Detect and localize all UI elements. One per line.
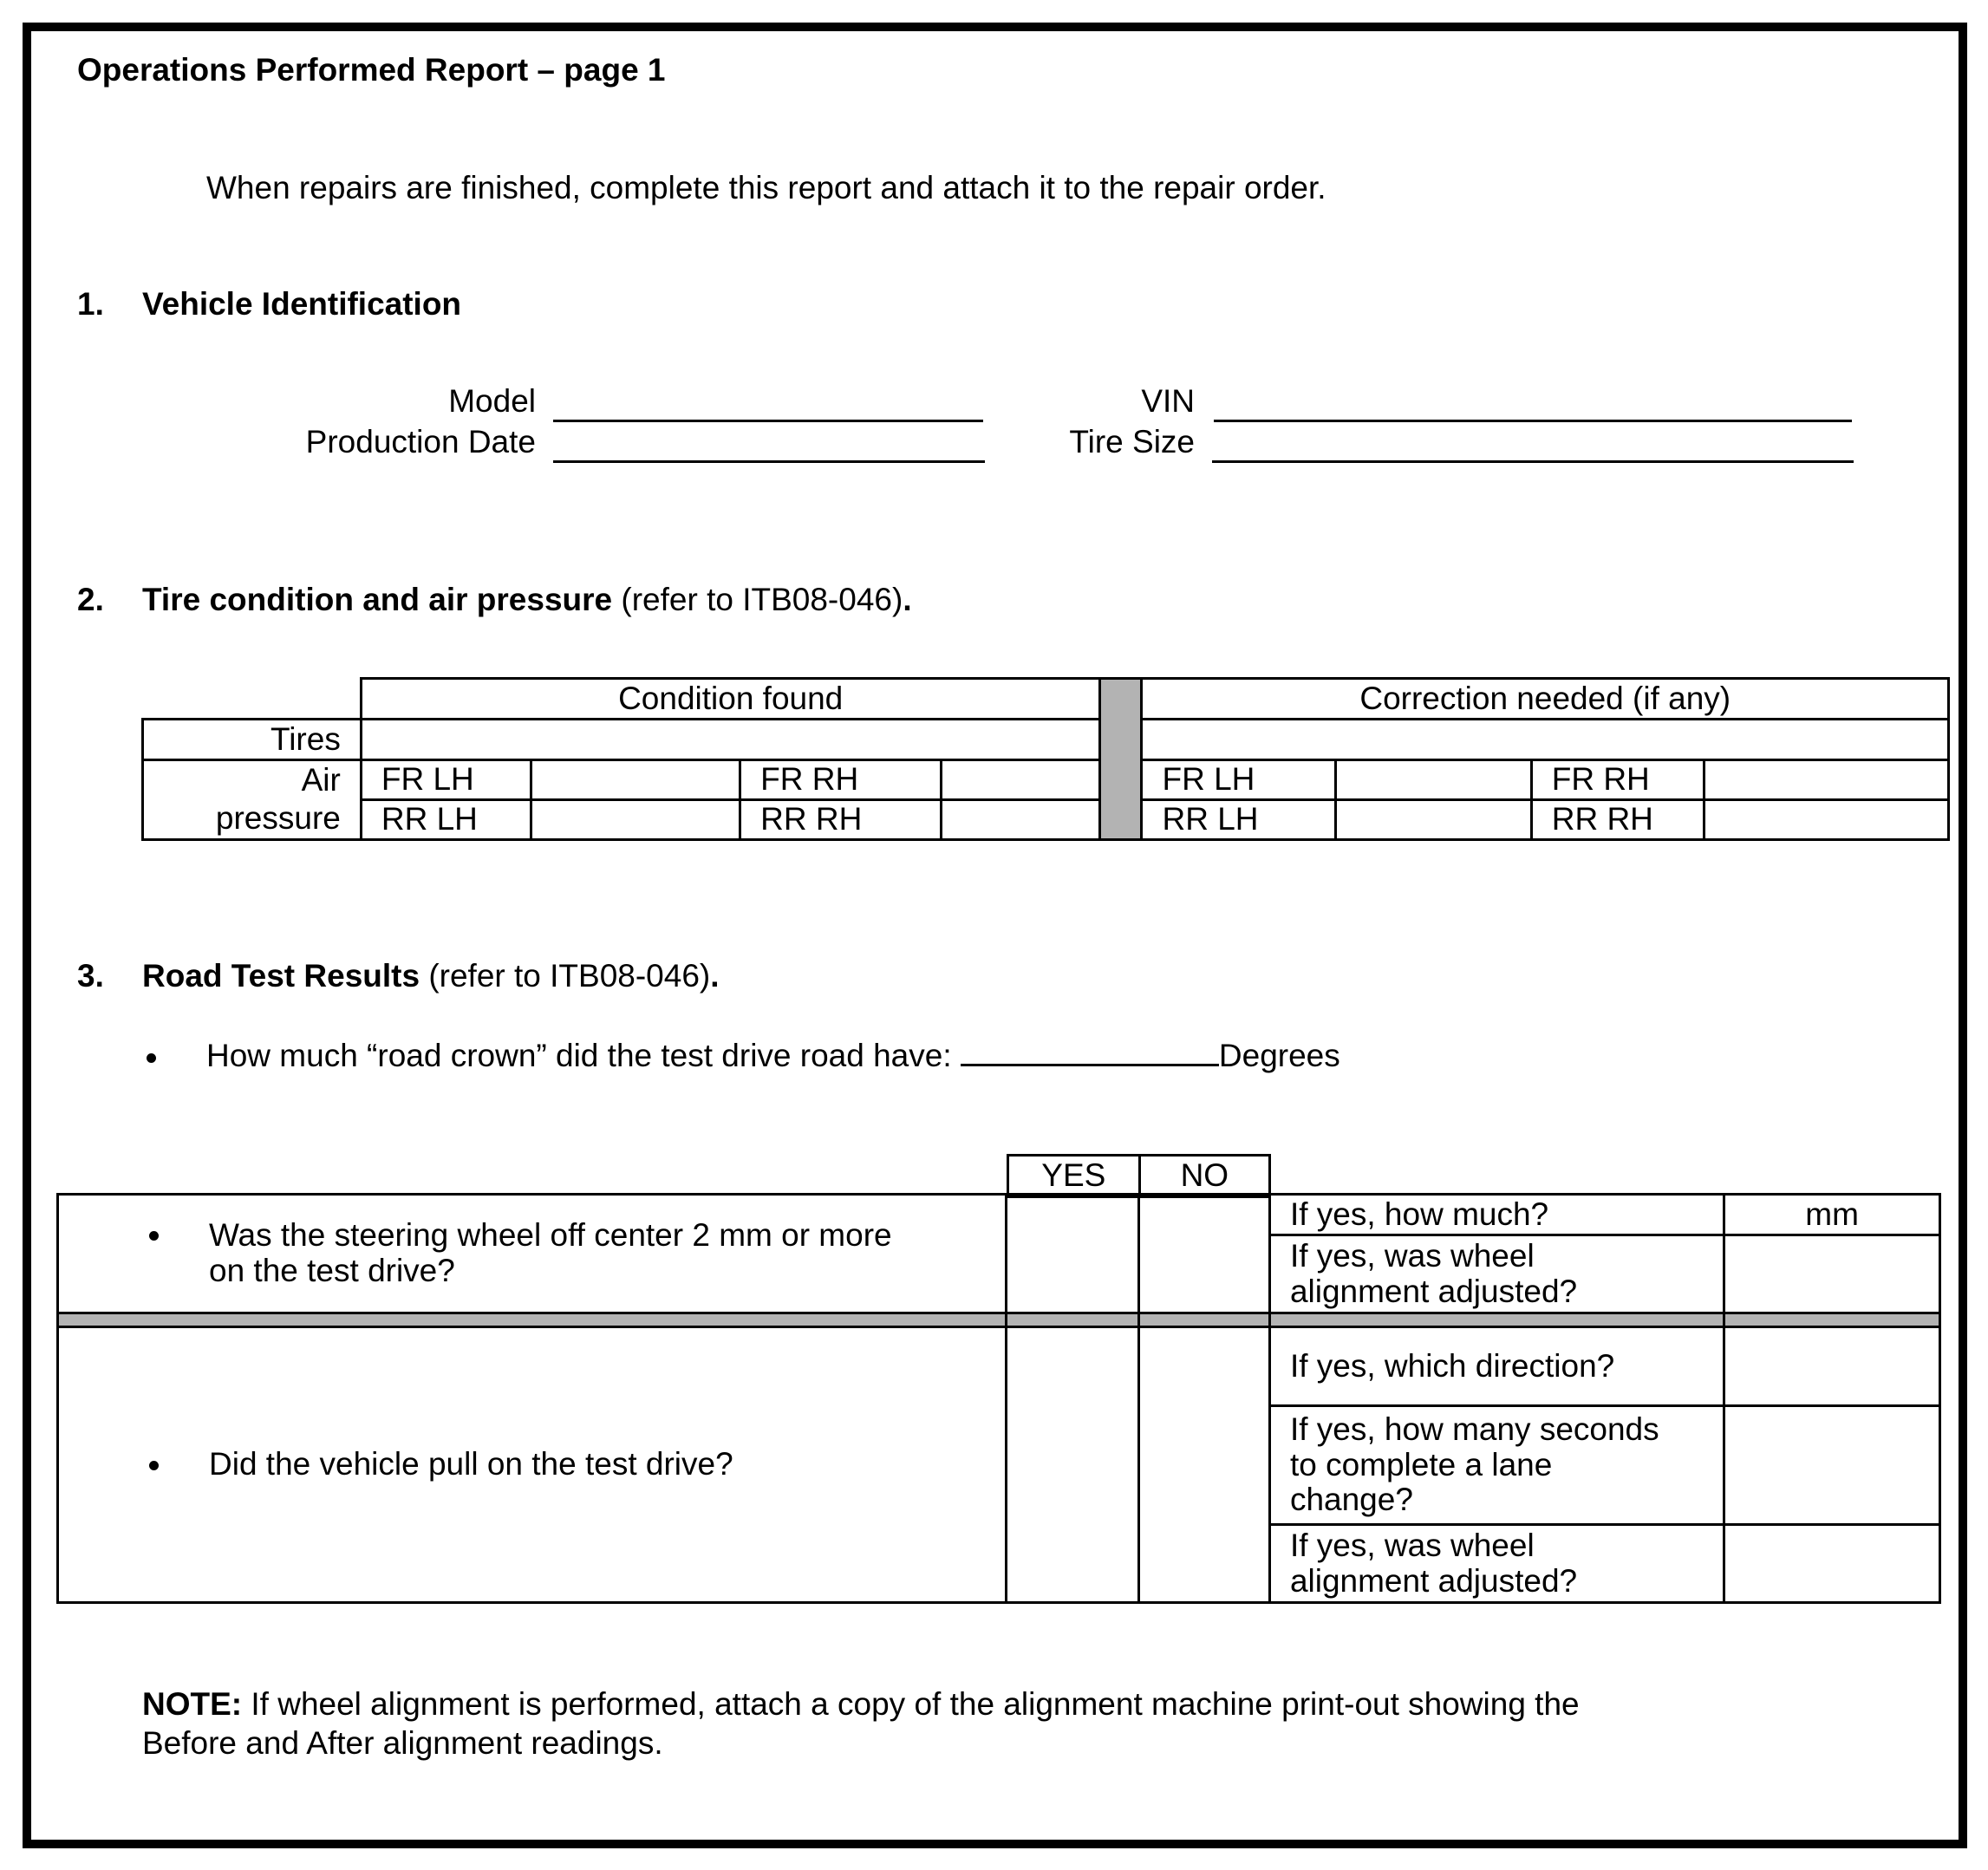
page-title: Operations Performed Report – page 1 (77, 52, 666, 88)
steering-yes-cell[interactable] (1007, 1195, 1139, 1313)
fr-lh-label: FR LH (361, 760, 531, 800)
yes-no-header (1007, 1154, 1271, 1198)
steering-question-cell (58, 1195, 1007, 1313)
pull-yes-cell[interactable] (1007, 1327, 1139, 1603)
section2-ref: (refer to ITB08-046) (612, 582, 903, 617)
pull-alignment-answer[interactable] (1724, 1525, 1940, 1603)
production-date-field[interactable] (553, 460, 985, 463)
yes-header: YES (1008, 1156, 1140, 1197)
pull-question: Did the vehicle pull on the test drive? (209, 1446, 733, 1482)
model-label: Model (448, 383, 536, 419)
fr-rh-condition-cell[interactable] (941, 760, 1100, 800)
mm-cell[interactable]: mm (1724, 1195, 1940, 1235)
pull-alignment-label (1269, 1525, 1724, 1603)
steering-alignment-answer[interactable] (1724, 1235, 1940, 1313)
degrees-unit: Degrees (1218, 1038, 1340, 1073)
seconds-label (1269, 1406, 1724, 1525)
shaded-separator (1139, 1313, 1270, 1327)
which-direction-answer[interactable] (1724, 1327, 1940, 1406)
fr-lh-label: FR LH (1142, 760, 1336, 800)
shaded-separator (1724, 1313, 1940, 1327)
seconds-line3: change? (1289, 1482, 1413, 1518)
seconds-answer[interactable] (1724, 1406, 1940, 1525)
section2-period: . (903, 582, 912, 617)
vin-field[interactable] (1214, 420, 1852, 422)
steering-question-line1: Was the steering wheel off center 2 mm or more (209, 1217, 892, 1254)
note-line2: Before and After alignment readings. (142, 1725, 663, 1761)
bullet-icon (147, 1053, 156, 1063)
note-text-line1: If wheel alignment is performed, attach a copy of the alignment machine print-out showing the (242, 1686, 1580, 1722)
alignment-line2: alignment adjusted? (1289, 1273, 1578, 1309)
road-test-table (56, 1193, 1941, 1604)
alignment-line1: If yes, was wheel (1289, 1527, 1535, 1563)
rr-rh-condition-cell[interactable] (941, 800, 1100, 840)
intro-text: When repairs are finished, complete this report and attach it to the repair order. (206, 170, 1326, 205)
section1-number: 1. (77, 286, 104, 322)
section3-number: 3. (77, 958, 104, 994)
air-row-label: Air (143, 760, 362, 800)
pull-no-cell[interactable] (1139, 1327, 1270, 1603)
fr-lh-condition-cell[interactable] (531, 760, 740, 800)
section3-title: Road Test Results (142, 958, 420, 994)
section2-heading (77, 582, 912, 618)
rr-rh-label: RR RH (1531, 800, 1704, 840)
section3-heading (77, 958, 720, 994)
pressure-row-label: pressure (143, 800, 362, 840)
alignment-line1: If yes, was wheel (1289, 1237, 1535, 1274)
rr-lh-correction-cell[interactable] (1336, 800, 1532, 840)
correction-needed-header: Correction needed (if any) (1142, 679, 1949, 720)
fr-lh-correction-cell[interactable] (1336, 760, 1532, 800)
rr-lh-label: RR LH (1142, 800, 1336, 840)
tires-correction-cell[interactable] (1142, 720, 1949, 760)
section3-period: . (710, 958, 720, 994)
pull-question-cell (58, 1327, 1007, 1603)
tire-size-label: Tire Size (1069, 424, 1195, 459)
seconds-line2: to complete a lane (1289, 1446, 1553, 1482)
note-label: NOTE: (142, 1686, 243, 1722)
tire-table (141, 677, 1950, 841)
steering-no-cell[interactable] (1139, 1195, 1270, 1313)
rr-rh-label: RR RH (740, 800, 942, 840)
seconds-line1: If yes, how many seconds (1289, 1411, 1659, 1447)
rr-lh-condition-cell[interactable] (531, 800, 740, 840)
model-field[interactable] (553, 420, 983, 422)
tires-row-label: Tires (143, 720, 362, 760)
bullet-icon (149, 1461, 159, 1470)
tires-condition-cell[interactable] (361, 720, 1100, 760)
tire-size-field[interactable] (1212, 460, 1854, 463)
shaded-separator (1269, 1313, 1724, 1327)
fr-rh-label: FR RH (740, 760, 942, 800)
section1-title: Vehicle Identification (142, 286, 462, 322)
note-line1 (142, 1686, 1580, 1723)
road-crown-question (206, 1038, 1340, 1074)
road-crown-label: How much “road crown” did the test drive road have: (206, 1038, 961, 1073)
rr-rh-correction-cell[interactable] (1704, 800, 1949, 840)
shaded-separator (1007, 1313, 1139, 1327)
section2-number: 2. (77, 582, 104, 617)
bullet-icon (149, 1231, 159, 1241)
rr-lh-label: RR LH (361, 800, 531, 840)
shaded-divider (1100, 679, 1142, 840)
section2-title: Tire condition and air pressure (142, 582, 613, 617)
which-direction-label: If yes, which direction? (1269, 1327, 1724, 1406)
no-header: NO (1139, 1156, 1269, 1197)
vin-label: VIN (1141, 383, 1195, 419)
steering-question-line2: on the test drive? (209, 1253, 455, 1288)
steering-alignment-label (1269, 1235, 1724, 1313)
fr-rh-correction-cell[interactable] (1704, 760, 1949, 800)
fr-rh-label: FR RH (1531, 760, 1704, 800)
section3-ref: (refer to ITB08-046) (420, 958, 711, 994)
shaded-separator (58, 1313, 1007, 1327)
alignment-line2: alignment adjusted? (1289, 1562, 1578, 1599)
production-date-label: Production Date (305, 424, 536, 459)
how-much-label: If yes, how much? (1269, 1195, 1724, 1235)
condition-found-header: Condition found (361, 679, 1100, 720)
section1-heading (77, 286, 462, 323)
road-crown-field[interactable] (961, 1038, 1219, 1066)
